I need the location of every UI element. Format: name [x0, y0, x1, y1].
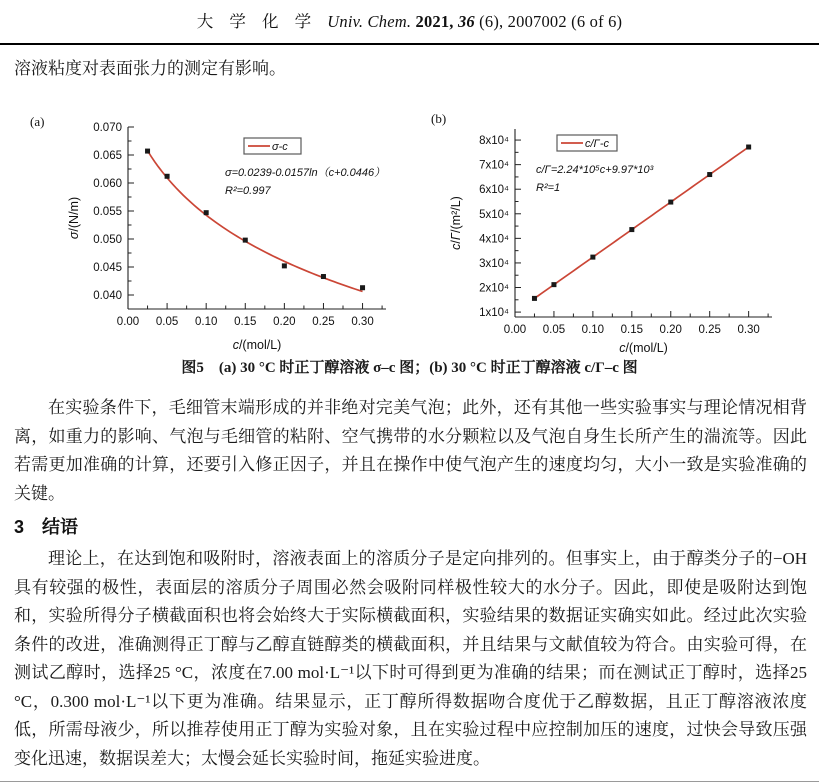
svg-text:0.040: 0.040	[93, 290, 122, 302]
svg-text:c/Γ/(m²/L): c/Γ/(m²/L)	[449, 196, 463, 250]
annotation	[225, 166, 385, 197]
header-rule	[0, 43, 819, 45]
svg-text:0.15: 0.15	[620, 324, 644, 336]
svg-text:0.00: 0.00	[116, 316, 140, 328]
svg-text:0.10: 0.10	[194, 316, 218, 328]
tick-labels	[93, 122, 374, 328]
intro-paragraph: 溶液粘度对表面张力的测定有影响。	[14, 59, 286, 78]
svg-text:6x10⁴: 6x10⁴	[479, 184, 509, 197]
svg-text:c/Γ-c: c/Γ-c	[585, 138, 609, 150]
chart-a-sigma-vs-c	[18, 105, 418, 357]
svg-text:σ=0.0239-0.0157ln（c+0.0446）: σ=0.0239-0.0157ln（c+0.0446）	[225, 167, 386, 179]
paragraph-discussion: 在实验条件下，毛细管末端形成的并非绝对完美气泡；此外，还有其他一些实验事实与理论情况相背离，如重力的影响、气泡与毛细管的粘附、空气携带的水分颗粒以及气泡自身生长所产生的湍流等。因此若需更加准确的计算，还要引入修正因子，并且在操作中使气泡产生的速度均匀，大小一致是实验准确的关键。	[14, 398, 807, 503]
svg-text:0.050: 0.050	[93, 234, 122, 246]
svg-text:0.00: 0.00	[503, 324, 527, 336]
legend	[557, 135, 617, 151]
svg-text:0.10: 0.10	[581, 324, 605, 336]
figure-caption: 图5 (a) 30 °C 时正丁醇溶液 σ–c 图；(b) 30 °C 时正丁醇溶液 c/Γ–c 图	[181, 360, 638, 376]
svg-text:0.15: 0.15	[234, 316, 257, 328]
paragraph-conclusion: 理论上，在达到饱和吸附时，溶液表面上的溶质分子是定向排列的。但事实上，由于醇类分子的−OH具有较强的极性，表面层的溶质分子周围必然会吸附同样极性较大的水分子。因此，即使是吸附达到饱和，实验所得分子横截面积也将会始终大于实际横截面积，实验结果的数据证实确实如此。经过此次实验条件的改进，准确测得正丁醇与乙醇直链醇类的横截面积，并且结果与文献值较为符合。由实验可得，在测试乙醇时，选择25 °C，浓度在7.00 mol·L⁻¹以下时可得到更为准确的结果；而在测试正丁醇时，选择25 °C，0.300 mol·L⁻¹以下更为准确。结果显示，正丁醇所得数据吻合度优于乙醇数据，且正丁醇溶液浓度低，所需母液少，所以推荐使用正丁醇为实验对象，且在实验过程中应控制加压的速度，过快会导致压强变化迅速，数据误差大；太慢会延长实验时间，拖延实验进度。	[14, 549, 807, 768]
legend	[244, 138, 301, 154]
section-heading-conclusion	[14, 513, 78, 539]
svg-text:0.25: 0.25	[312, 316, 335, 328]
svg-text:0.20: 0.20	[273, 316, 296, 328]
svg-text:c/Γ=2.24*10⁵c+9.97*10³: c/Γ=2.24*10⁵c+9.97*10³	[536, 164, 654, 176]
svg-text:3x10⁴: 3x10⁴	[479, 257, 509, 270]
svg-text:0.20: 0.20	[659, 324, 682, 336]
svg-text:7x10⁴: 7x10⁴	[479, 159, 509, 172]
journal-header-part: 36	[457, 12, 475, 31]
journal-header-part: 2021,	[415, 12, 458, 31]
journal-header-part: Univ. Chem.	[327, 12, 416, 31]
annotation	[536, 164, 654, 194]
svg-text:σ-c: σ-c	[272, 141, 288, 153]
svg-text:R²=0.997: R²=0.997	[225, 185, 271, 197]
svg-text:c/(mol/L): c/(mol/L)	[619, 341, 668, 355]
svg-text:4x10⁴: 4x10⁴	[479, 233, 509, 246]
journal-header	[0, 8, 819, 32]
svg-text:5x10⁴: 5x10⁴	[479, 208, 509, 221]
svg-text:0.25: 0.25	[698, 324, 721, 336]
svg-text:1x10⁴: 1x10⁴	[479, 307, 509, 320]
svg-text:8x10⁴: 8x10⁴	[479, 135, 509, 148]
svg-text:R²=1: R²=1	[536, 182, 561, 194]
svg-text:0.055: 0.055	[93, 206, 122, 218]
journal-header-part: 大 学 化 学	[196, 12, 328, 31]
svg-text:0.060: 0.060	[93, 178, 122, 190]
svg-text:2x10⁴: 2x10⁴	[479, 282, 509, 295]
figure-5	[0, 105, 819, 355]
section-title: 结语	[42, 517, 79, 537]
svg-text:0.065: 0.065	[93, 150, 122, 162]
svg-text:σ/(N/m): σ/(N/m)	[67, 196, 81, 240]
panel-b-tag: (b)	[431, 111, 447, 126]
panel-a-tag: (a)	[30, 114, 45, 129]
svg-text:0.30: 0.30	[737, 324, 760, 336]
journal-header-part: (6), 2007002 (6 of 6)	[474, 12, 623, 31]
svg-text:c/(mol/L): c/(mol/L)	[232, 338, 282, 352]
svg-text:0.30: 0.30	[351, 316, 374, 328]
svg-text:0.070: 0.070	[93, 122, 122, 134]
svg-text:0.05: 0.05	[155, 316, 179, 328]
footer-rule	[0, 781, 819, 782]
svg-text:0.045: 0.045	[93, 262, 122, 274]
section-number: 3	[14, 517, 25, 537]
chart-b-cgamma-vs-c	[420, 105, 819, 357]
svg-text:0.05: 0.05	[542, 324, 566, 336]
